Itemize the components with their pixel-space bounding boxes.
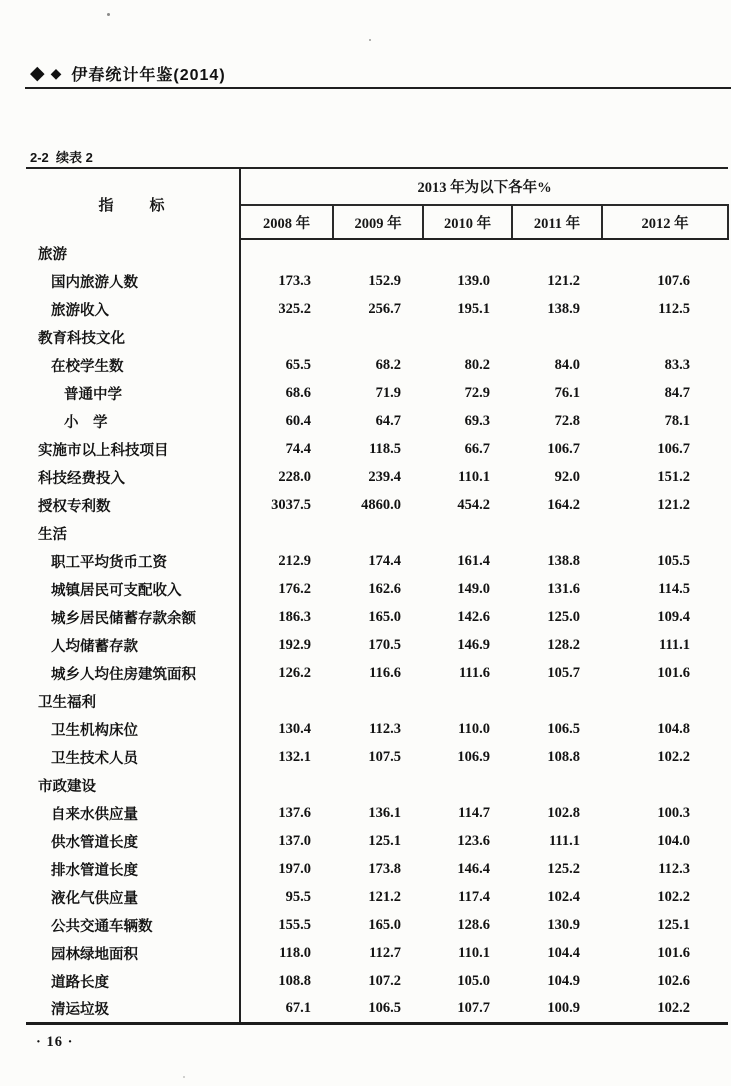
cell-value: 228.0 (278, 468, 311, 485)
cell-value: 125.2 (547, 860, 580, 877)
cell-value: 109.4 (657, 608, 691, 625)
cell-value: 108.8 (278, 972, 311, 989)
table-header (26, 168, 728, 239)
row-label: 卫生福利 (26, 687, 240, 715)
cell-value: 325.2 (278, 300, 311, 317)
cell-value: 125.0 (547, 608, 580, 625)
cell-value: 64.7 (375, 412, 401, 429)
cell-value: 101.6 (657, 664, 691, 681)
cell-value (423, 323, 512, 351)
cell-value: 84.0 (554, 356, 580, 373)
cell-value: 102.6 (657, 972, 691, 989)
cell-value: 149.0 (457, 580, 490, 597)
cell-value: 130.4 (278, 720, 311, 737)
cell-value: 76.1 (554, 384, 580, 401)
table-row (26, 491, 728, 519)
cell-value: 164.2 (547, 496, 580, 513)
table-row (26, 883, 728, 911)
row-label: 在校学生数 (26, 351, 240, 379)
table-row (26, 939, 728, 967)
cell-value: 111.1 (659, 636, 691, 653)
cell-value: 110.1 (458, 468, 490, 485)
row-label: 人均储蓄存款 (26, 631, 240, 659)
cell-value (240, 519, 333, 547)
cell-value: 74.4 (285, 440, 311, 457)
cell-value: 72.9 (464, 384, 490, 401)
cell-value (512, 323, 602, 351)
cell-value: 102.4 (547, 888, 580, 905)
table-row (26, 687, 728, 715)
table-row (26, 435, 728, 463)
cell-value: 197.0 (278, 860, 311, 877)
cell-value: 132.1 (278, 748, 311, 765)
row-label: 城镇居民可支配收入 (26, 575, 240, 603)
cell-value (423, 519, 512, 547)
table-row (26, 827, 728, 855)
cell-value: 116.6 (369, 664, 401, 681)
table-caption: 2-2 续表 2 (30, 150, 93, 165)
scan-speck (183, 1076, 185, 1078)
cell-value: 78.1 (664, 412, 691, 429)
table-row (26, 743, 728, 771)
cell-value: 72.8 (554, 412, 580, 429)
row-label: 供水管道长度 (26, 827, 240, 855)
cell-value: 170.5 (368, 636, 401, 653)
cell-value (423, 687, 512, 715)
row-label: 自来水供应量 (26, 799, 240, 827)
row-label: 排水管道长度 (26, 855, 240, 883)
diamond-icon: ◆ (50, 65, 62, 81)
cell-value: 239.4 (368, 468, 401, 485)
cell-value: 92.0 (554, 468, 580, 485)
row-label: 生活 (26, 519, 240, 547)
cell-value: 107.5 (368, 748, 401, 765)
cell-value (240, 687, 333, 715)
cell-value: 192.9 (278, 636, 311, 653)
cell-value: 66.7 (464, 440, 490, 457)
cell-value: 186.3 (278, 608, 311, 625)
cell-value (602, 323, 728, 351)
cell-value: 101.6 (657, 944, 691, 961)
row-label: 卫生技术人员 (26, 743, 240, 771)
cell-value: 173.3 (278, 272, 311, 289)
row-label: 城乡居民储蓄存款余额 (26, 603, 240, 631)
cell-value: 80.2 (464, 356, 490, 373)
table-row (26, 407, 728, 435)
statistics-table (26, 167, 729, 1025)
table-row (26, 295, 728, 323)
cell-value: 137.6 (278, 804, 311, 821)
year-header-2011: 2011 年 (512, 205, 602, 239)
span-header: 2013 年为以下各年% (240, 168, 728, 205)
cell-value: 152.9 (368, 272, 401, 289)
cell-value: 118.0 (279, 944, 311, 961)
cell-value: 60.4 (285, 412, 311, 429)
cell-value: 151.2 (657, 468, 691, 485)
cell-value: 139.0 (457, 272, 490, 289)
page-header-band (30, 60, 226, 86)
cell-value: 104.9 (547, 972, 580, 989)
cell-value: 84.7 (664, 384, 691, 401)
cell-value: 106.7 (657, 440, 691, 457)
cell-value: 112.3 (658, 860, 691, 877)
cell-value: 112.3 (369, 720, 401, 737)
cell-value: 104.0 (657, 832, 691, 849)
table-row (26, 855, 728, 883)
cell-value: 65.5 (285, 356, 311, 373)
table-row (26, 575, 728, 603)
cell-value: 146.4 (457, 860, 490, 877)
cell-value: 102.2 (657, 888, 691, 905)
scan-speck (369, 39, 371, 41)
table-row (26, 799, 728, 827)
cell-value: 71.9 (375, 384, 401, 401)
row-label: 职工平均货币工资 (26, 547, 240, 575)
cell-value: 4860.0 (361, 496, 401, 513)
table-row (26, 267, 728, 295)
cell-value: 155.5 (278, 916, 311, 933)
cell-value: 106.5 (547, 720, 580, 737)
cell-value: 137.0 (278, 832, 311, 849)
cell-value: 110.0 (458, 720, 490, 737)
table-row (26, 631, 728, 659)
row-label: 卫生机构床位 (26, 715, 240, 743)
cell-value: 108.8 (547, 748, 580, 765)
cell-value: 165.0 (368, 916, 401, 933)
cell-value: 83.3 (664, 356, 691, 373)
row-label: 旅游收入 (26, 295, 240, 323)
cell-value: 107.6 (657, 272, 691, 289)
cell-value: 112.5 (658, 300, 691, 317)
cell-value: 173.8 (368, 860, 401, 877)
cell-value: 212.9 (278, 552, 311, 569)
table-row (26, 771, 728, 799)
table-container (26, 167, 729, 1025)
table-row (26, 463, 728, 491)
cell-value: 106.7 (547, 440, 580, 457)
cell-value: 69.3 (464, 412, 490, 429)
cell-value (602, 687, 728, 715)
cell-value (333, 519, 423, 547)
cell-value (512, 687, 602, 715)
cell-value: 104.4 (547, 944, 580, 961)
cell-value: 176.2 (278, 580, 311, 597)
table-row (26, 519, 728, 547)
cell-value (602, 519, 728, 547)
cell-value: 125.1 (657, 916, 691, 933)
cell-value (512, 239, 602, 267)
cell-value: 106.9 (457, 748, 490, 765)
cell-value: 112.7 (369, 944, 401, 961)
cell-value: 111.6 (458, 664, 490, 681)
cell-value: 110.1 (458, 944, 490, 961)
table-row (26, 351, 728, 379)
cell-value (423, 771, 512, 799)
cell-value (333, 687, 423, 715)
cell-value (240, 239, 333, 267)
cell-value: 121.2 (368, 888, 401, 905)
cell-value: 121.2 (547, 272, 580, 289)
cell-value: 100.9 (547, 999, 580, 1016)
cell-value: 128.2 (547, 636, 580, 653)
row-label: 清运垃圾 (26, 995, 240, 1023)
cell-value: 125.1 (368, 832, 401, 849)
cell-value: 174.4 (368, 552, 401, 569)
cell-value: 138.9 (547, 300, 580, 317)
cell-value: 146.9 (457, 636, 490, 653)
row-label: 国内旅游人数 (26, 267, 240, 295)
cell-value: 118.5 (369, 440, 401, 457)
row-label: 普通中学 (26, 379, 240, 407)
cell-value (240, 323, 333, 351)
cell-value: 114.7 (458, 804, 490, 821)
row-label: 液化气供应量 (26, 883, 240, 911)
scan-speck (107, 13, 110, 16)
cell-value: 126.2 (278, 664, 311, 681)
row-label: 旅游 (26, 239, 240, 267)
cell-value: 195.1 (457, 300, 490, 317)
cell-value: 256.7 (368, 300, 401, 317)
row-label: 园林绿地面积 (26, 939, 240, 967)
cell-value: 106.5 (368, 999, 401, 1016)
cell-value: 128.6 (457, 916, 490, 933)
cell-value: 105.5 (657, 552, 691, 569)
year-header-2010: 2010 年 (423, 205, 512, 239)
diamond-icon: ◆ (30, 62, 45, 84)
cell-value: 114.5 (658, 580, 691, 597)
cell-value: 130.9 (547, 916, 580, 933)
cell-value: 102.2 (657, 999, 691, 1016)
cell-value: 95.5 (285, 888, 311, 905)
cell-value: 105.7 (547, 664, 580, 681)
cell-value: 454.2 (457, 496, 490, 513)
row-label: 市政建设 (26, 771, 240, 799)
year-header-2009: 2009 年 (333, 205, 423, 239)
cell-value: 111.1 (548, 832, 580, 849)
cell-value (512, 771, 602, 799)
cell-value (333, 239, 423, 267)
row-label: 科技经费投入 (26, 463, 240, 491)
yearbook-title: 伊春统计年鉴(2014) (71, 66, 226, 84)
table-row (26, 715, 728, 743)
cell-value: 68.2 (375, 356, 401, 373)
cell-value (602, 771, 728, 799)
cell-value: 136.1 (368, 804, 401, 821)
table-row (26, 659, 728, 687)
year-header-2012: 2012 年 (602, 205, 728, 239)
cell-value: 105.0 (457, 972, 490, 989)
cell-value: 107.7 (457, 999, 490, 1016)
table-row (26, 323, 728, 351)
cell-value: 117.4 (458, 888, 490, 905)
cell-value: 102.8 (547, 804, 580, 821)
table-row (26, 379, 728, 407)
cell-value (333, 771, 423, 799)
table-row (26, 967, 728, 995)
cell-value: 142.6 (457, 608, 490, 625)
cell-value: 161.4 (457, 552, 490, 569)
cell-value: 123.6 (457, 832, 490, 849)
table-row (26, 239, 728, 267)
row-label: 授权专利数 (26, 491, 240, 519)
year-header-2008: 2008 年 (240, 205, 333, 239)
row-label: 实施市以上科技项目 (26, 435, 240, 463)
cell-value (512, 519, 602, 547)
cell-value: 67.1 (285, 999, 311, 1016)
table-row (26, 547, 728, 575)
page-number: · 16 · (36, 1034, 74, 1050)
cell-value (423, 239, 512, 267)
cell-value: 102.2 (657, 748, 691, 765)
row-label: 道路长度 (26, 967, 240, 995)
cell-value (333, 323, 423, 351)
row-label: 教育科技文化 (26, 323, 240, 351)
row-label: 城乡人均住房建筑面积 (26, 659, 240, 687)
cell-value: 131.6 (547, 580, 580, 597)
indicator-column-header: 指 标 (26, 168, 240, 239)
cell-value: 138.8 (547, 552, 580, 569)
table-row (26, 911, 728, 939)
row-label: 公共交通车辆数 (26, 911, 240, 939)
cell-value (602, 239, 728, 267)
cell-value: 121.2 (657, 496, 691, 513)
cell-value: 107.2 (368, 972, 401, 989)
header-rule (25, 87, 731, 89)
cell-value (240, 771, 333, 799)
table-row (26, 995, 728, 1023)
cell-value: 104.8 (657, 720, 691, 737)
cell-value: 3037.5 (271, 496, 311, 513)
cell-value: 68.6 (285, 384, 311, 401)
cell-value: 162.6 (368, 580, 401, 597)
cell-value: 100.3 (657, 804, 691, 821)
table-row (26, 603, 728, 631)
cell-value: 165.0 (368, 608, 401, 625)
row-label: 小 学 (26, 407, 240, 435)
table-body (26, 239, 728, 1023)
